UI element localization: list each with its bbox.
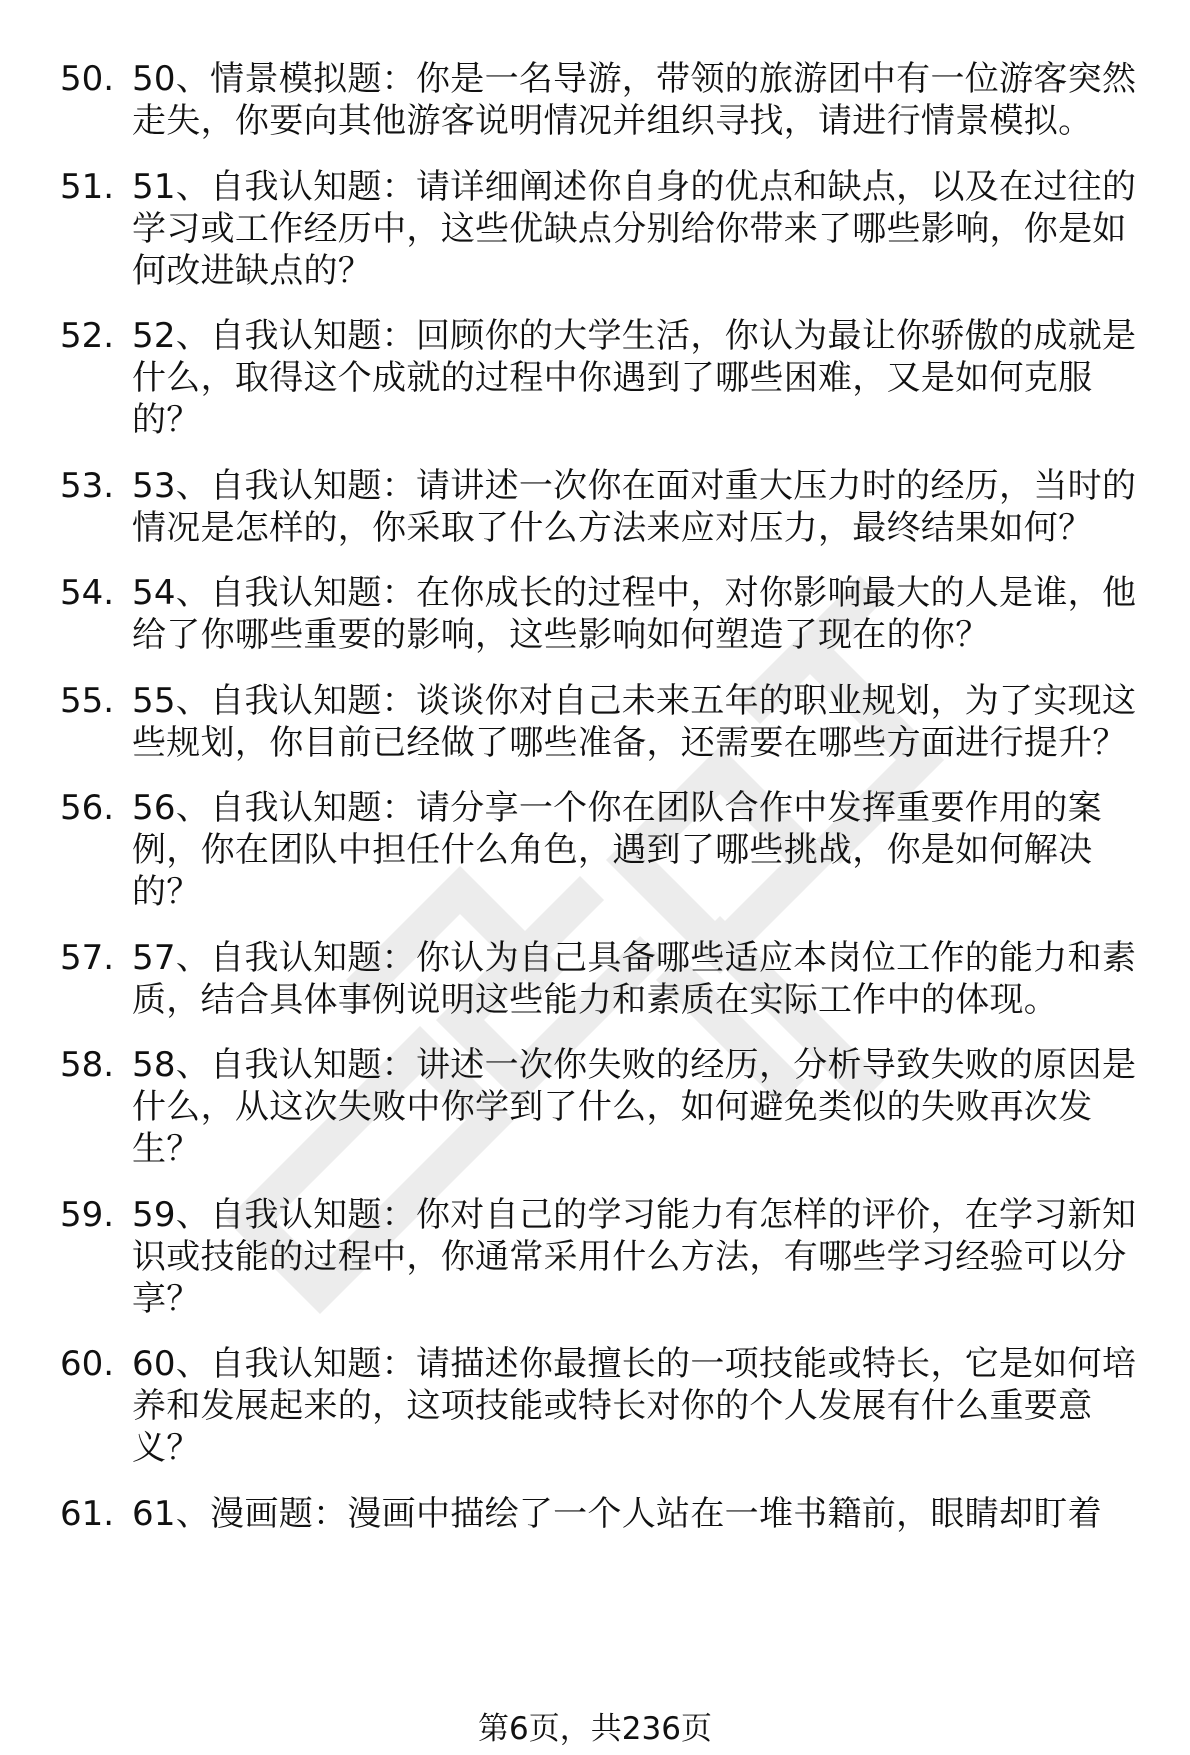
item-text: 54、自我认知题：在你成长的过程中，对你影响最大的人是谁，他给了你哪些重要的影响，这些影响如何塑造了现在的你？ — [132, 573, 1137, 655]
item-text: 53、自我认知题：请讲述一次你在面对重大压力时的经历，当时的情况是怎样的，你采取了什么方法来应对压力，最终结果如何？ — [132, 465, 1137, 548]
item-number: 57. — [60, 937, 115, 978]
item-number: 55. — [60, 680, 115, 721]
item-number: 56. — [60, 788, 115, 828]
item-number: 59. — [60, 1194, 115, 1235]
page-footer: 第6页，共236页 — [478, 1711, 712, 1747]
list-item — [60, 465, 1160, 549]
list-item — [60, 1044, 1160, 1170]
item-text: 57、自我认知题：你认为自己具备哪些适应本岗位工作的能力和素质，结合具体事例说明这些能力和素质在实际工作中的体现。 — [132, 937, 1137, 1020]
item-text: 55、自我认知题：谈谈你对自己未来五年的职业规划，为了实现这些规划，你目前已经做了哪些准备，还需要在哪些方面进行提升？ — [132, 680, 1137, 763]
item-text: 58、自我认知题：讲述一次你失败的经历，分析导致失败的原因是什么，从这次失败中你学到了什么，如何避免类似的失败再次发生？ — [132, 1045, 1137, 1169]
item-text: 50、情景模拟题：你是一名导游，带领的旅游团中有一位游客突然走失，你要向其他游客说明情况并组织寻找，请进行情景模拟。 — [132, 59, 1137, 141]
item-number: 61. — [60, 1493, 115, 1534]
item-text: 59、自我认知题：你对自己的学习能力有怎样的评价，在学习新知识或技能的过程中，你通常采用什么方法，有哪些学习经验可以分享？ — [132, 1194, 1137, 1319]
item-number: 50. — [60, 59, 115, 99]
item-number: 51. — [60, 166, 115, 207]
item-text: 56、自我认知题：请分享一个你在团队合作中发挥重要作用的案例，你在团队中担任什么角色，遇到了哪些挑战，你是如何解决的？ — [132, 788, 1102, 912]
list-item — [60, 1343, 1160, 1469]
list-item — [60, 58, 1160, 142]
list-item — [60, 680, 1160, 764]
list-item — [60, 1493, 1160, 1535]
item-number: 52. — [60, 316, 115, 356]
item-text: 61、漫画题：漫画中描绘了一个人站在一堆书籍前，眼睛却盯着 — [132, 1493, 1102, 1534]
list-item — [60, 315, 1160, 441]
item-number: 60. — [60, 1344, 115, 1384]
item-text: 60、自我认知题：请描述你最擅长的一项技能或特长，它是如何培养和发展起来的，这项技能或特长对你的个人发展有什么重要意义？ — [132, 1344, 1137, 1468]
item-text: 51、自我认知题：请详细阐述你自身的优点和缺点，以及在过往的学习或工作经历中，这些优缺点分别给你带来了哪些影响，你是如何改进缺点的？ — [132, 166, 1137, 291]
item-number: 58. — [60, 1045, 115, 1085]
item-number: 54. — [60, 573, 115, 613]
question-list — [60, 58, 1160, 1558]
list-item — [60, 1194, 1160, 1320]
list-item — [60, 572, 1160, 656]
list-item — [60, 166, 1160, 292]
list-item — [60, 787, 1160, 913]
list-item — [60, 937, 1160, 1021]
item-number: 53. — [60, 465, 115, 506]
item-text: 52、自我认知题：回顾你的大学生活，你认为最让你骄傲的成就是什么，取得这个成就的过程中你遇到了哪些困难，又是如何克服的？ — [132, 316, 1137, 440]
